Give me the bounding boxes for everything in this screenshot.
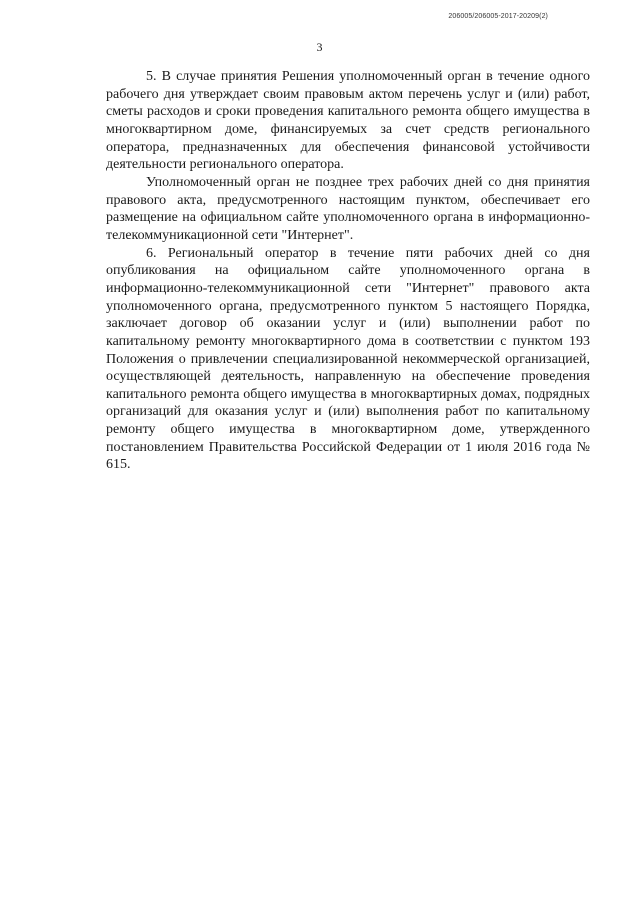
page-number: 3 xyxy=(316,40,323,54)
paragraph-publication-obligation: Уполномоченный орган не позднее трех рабочих дней со дня принятия правового акта, предусмотренного настоящим пунктом, обеспечивает его размещение на официальном сайте уполномоченного органа в информационно-телекоммуникационной сети "Интернет". xyxy=(106,174,590,243)
document-body xyxy=(106,68,590,474)
paragraph-item-5: 5. В случае принятия Решения уполномоченный орган в течение одного рабочего дня утверждает своим правовым актом перечень услуг и (или) работ, сметы расходов и сроки проведения капитального ремонта общего имущества в многоквартирном доме, финансируемых за счет средств регионального оператора, предназначенных для обеспечения финансовой устойчивости деятельности регионального оператора. xyxy=(106,69,590,173)
paragraph-item-6: 6. Региональный оператор в течение пяти рабочих дней со дня опубликования на официальном сайте уполномоченного органа в информационно-телекоммуникационной сети "Интернет" правового акта уполномоченного органа, предусмотренного пунктом 5 настоящего Порядка, заключает договор об оказании услуг и (или) выполнении работ по капитальному ремонту многоквартирного дома в соответствии с пунктом 193 Положения о привлечении специализированной некоммерческой организацией, осуществляющей деятельность, направленную на обеспечение проведения капитального ремонта общего имущества в многоквартирных домах, подрядных организаций для оказания услуг и (или) выполнения работ по капитальному ремонту общего имущества в многоквартирном доме, утвержденного постановлением Правительства Российской Федерации от 1 июля 2016 года № 615. xyxy=(106,245,590,473)
document-reference-number: 206005/206005-2017-20209(2) xyxy=(448,13,548,20)
